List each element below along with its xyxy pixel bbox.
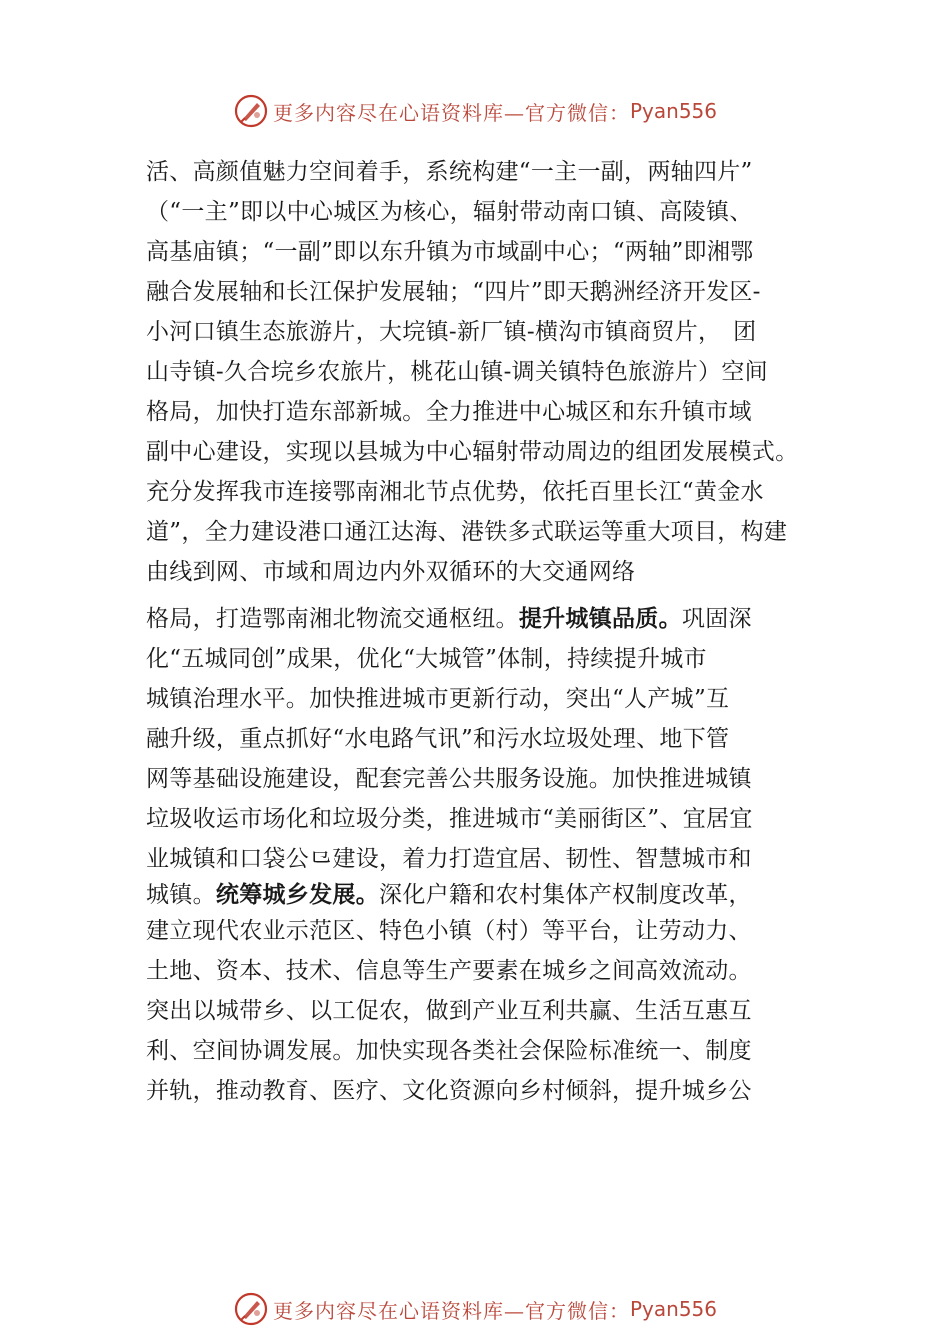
text-line: 网等基础设施建设，配套完善公共服务设施。加快推进城镇 <box>146 766 752 792</box>
text-line: 融合发展轴和长江保护发展轴；“四片”即天鹅洲经济开发区- <box>146 279 761 305</box>
text-line: 业城镇和口袋公⺋建设，着力打造宜居、韧性、智慧城市和 <box>146 846 752 872</box>
quill-logo-icon <box>233 93 269 129</box>
document-body <box>146 152 846 1111</box>
text-line: 突出以城带乡、以工促农，做到产业互利共赢、生活互惠互 <box>146 998 752 1024</box>
text-line: 小河口镇生态旅游片，大垸镇-新厂镇-横沟市镇商贸片， 团 <box>146 319 757 345</box>
text-line: 格局，加快打造东部新城。全力推进中心城区和东升镇市域 <box>146 399 752 425</box>
text-line: 高基庙镇；“一副”即以东升镇为市域副中心；“两轴”即湘鄂 <box>146 239 754 265</box>
text-line: 由线到网、市域和周边内外双循环的大交通网络 <box>146 559 636 585</box>
text-line: 垃圾收运市场化和垃圾分类，推进城市“美丽街区”、宜居宜 <box>146 806 753 832</box>
text-line: 城镇。统筹城乡发展。深化户籍和农村集体产权制度改革， <box>146 882 752 908</box>
text-line: 并轨，推动教育、医疗、文化资源向乡村倾斜，提升城乡公 <box>146 1078 752 1104</box>
section-heading: 统筹城乡发展。 <box>215 882 380 908</box>
text-line: 活、高颜值魅力空间着手，系统构建“一主一副，两轴四片” <box>146 159 753 185</box>
section-heading: 提升城镇品质。 <box>518 606 682 632</box>
footer-banner <box>0 1286 950 1332</box>
text-line: （“一主”即以中心城区为核心，辐射带动南口镇、高陵镇、 <box>146 199 753 225</box>
banner-text: 更多内容尽在心语资料库—官方微信： <box>272 100 630 125</box>
text-line: 化“五城同创”成果，优化“大城管”体制，持续提升城市 <box>146 646 707 672</box>
wechat-handle: Pyan556 <box>629 1297 717 1321</box>
text-line: 充分发挥我市连接鄂南湘北节点优势，依托百里长江“黄金水 <box>146 479 764 505</box>
banner-text: 更多内容尽在心语资料库—官方微信： <box>272 1298 630 1323</box>
text-line: 副中心建设，实现以县城为中心辐射带动周边的组团发展模式。 <box>146 439 799 465</box>
quill-logo-icon <box>233 1291 269 1327</box>
text-line: 城镇治理水平。加快推进城市更新行动，突出“人产城”互 <box>146 686 730 712</box>
wechat-handle: Pyan556 <box>629 99 717 123</box>
text-line: 格局，打造鄂南湘北物流交通枢纽。提升城镇品质。巩固深 <box>146 606 752 632</box>
header-banner <box>0 88 950 134</box>
text-line: 融升级，重点抓好“水电路气讯”和污水垃圾处理、地下管 <box>146 726 730 752</box>
text-line: 道”，全力建设港口通江达海、港铁多式联运等重大项目，构建 <box>146 519 788 545</box>
text-line: 土地、资本、技术、信息等生产要素在城乡之间高效流动。 <box>146 958 752 984</box>
text-line: 利、空间协调发展。加快实现各类社会保险标准统一、制度 <box>146 1038 752 1064</box>
text-line: 山寺镇-久合垸乡农旅片，桃花山镇-调关镇特色旅游片）空间 <box>146 359 768 385</box>
text-line: 建立现代农业示范区、特色小镇（村）等平台，让劳动力、 <box>146 918 752 944</box>
